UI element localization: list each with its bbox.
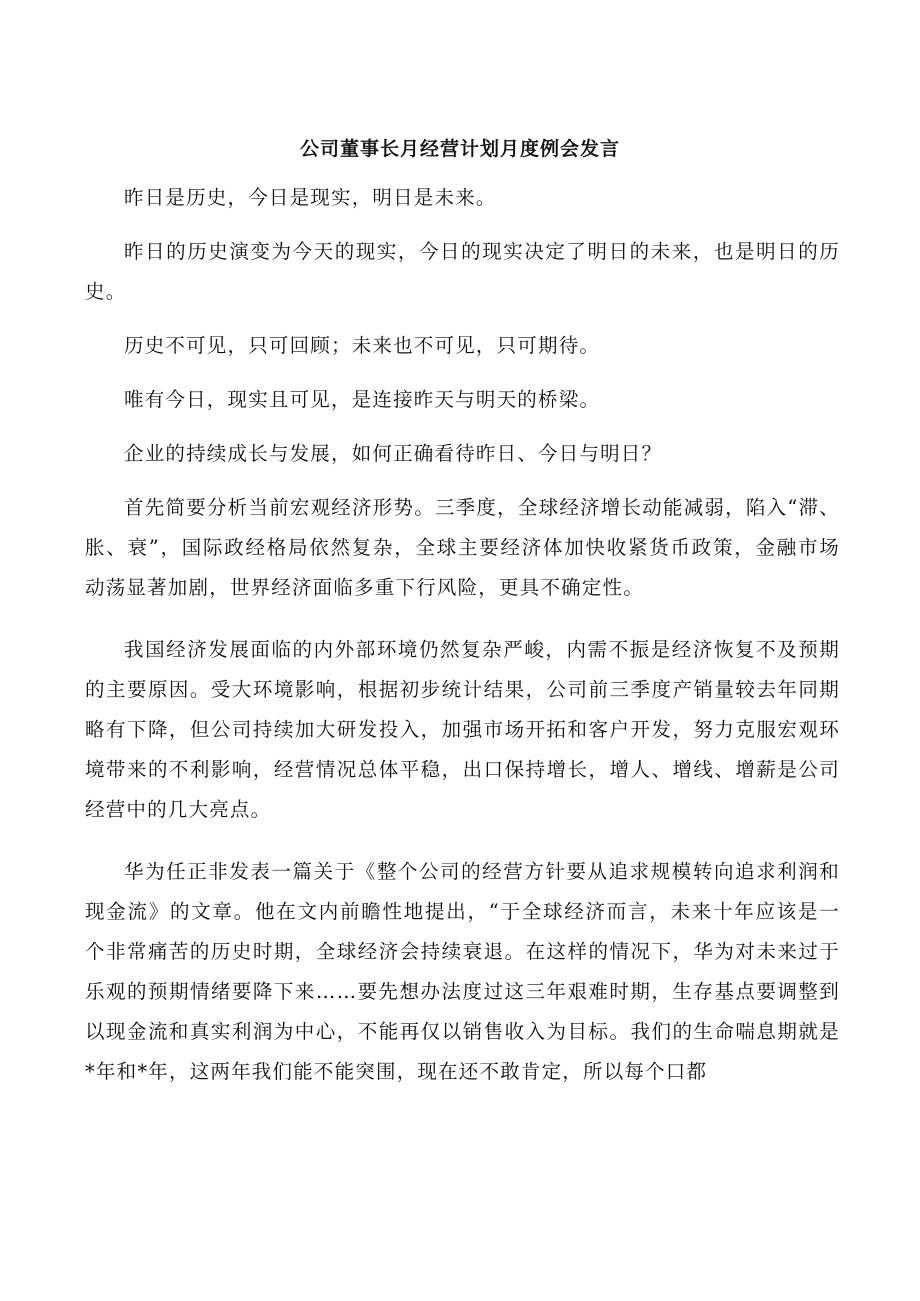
paragraph: 唯有今日，现实且可见，是连接昨天与明天的桥梁。 xyxy=(124,388,601,411)
document-title: 公司董事长月经营计划月度例会发言 xyxy=(299,138,620,160)
paragraph: 我国经济发展面临的内外部环境仍然复杂严峻，内需不振是经济恢复不及预期的主要原因。受大环境影响，根据初步统计结果，公司前三季度产销量较去年同期略有下降，但公司持续加大研发投入，加强市场开拓和客户开发，努力克服宏观环境带来的不利影响，经营情况总体平稳，出口保持增长，增人、增线、增薪是公司经营中的几大亮点。 xyxy=(85,638,840,821)
paragraph: 企业的持续成长与发展，如何正确看待昨日、今日与明日？ xyxy=(124,442,663,465)
paragraph: 华为任正非发表一篇关于《整个公司的经营方针要从追求规模转向追求利润和现金流》的文章。他在文内前瞻性地提出，“于全球经济而言，未来十年应该是一个非常痛苦的历史时期，全球经济会持续衰退。在这样的情况下，华为对未来过于乐观的预期情绪要降下来……要先想办法度过这三年艰难时期，生存基点要调整到以现金流和真实利润为中心，不能再仅以销售收入为目标。我们的生命喘息期就是*年和*年，这两年我们能不能突围，现在还不敢肯定，所以每个口都 xyxy=(85,860,840,1083)
paragraph: 昨日的历史演变为今天的现实，今日的现实决定了明日的未来，也是明日的历史。 xyxy=(85,240,840,303)
paragraph: 首先简要分析当前宏观经济形势。三季度，全球经济增长动能减弱，陷入“滞、胀、衰”，国际政经格局依然复杂，全球主要经济体加快收紧货币政策，金融市场动荡显著加剧，世界经济面临多重下行风险，更具不确定性。 xyxy=(85,496,840,599)
document-body xyxy=(85,178,840,1114)
paragraph: 昨日是历史，今日是现实，明日是未来。 xyxy=(124,186,497,209)
paragraph: 历史不可见，只可回顾；未来也不可见，只可期待。 xyxy=(124,334,601,357)
